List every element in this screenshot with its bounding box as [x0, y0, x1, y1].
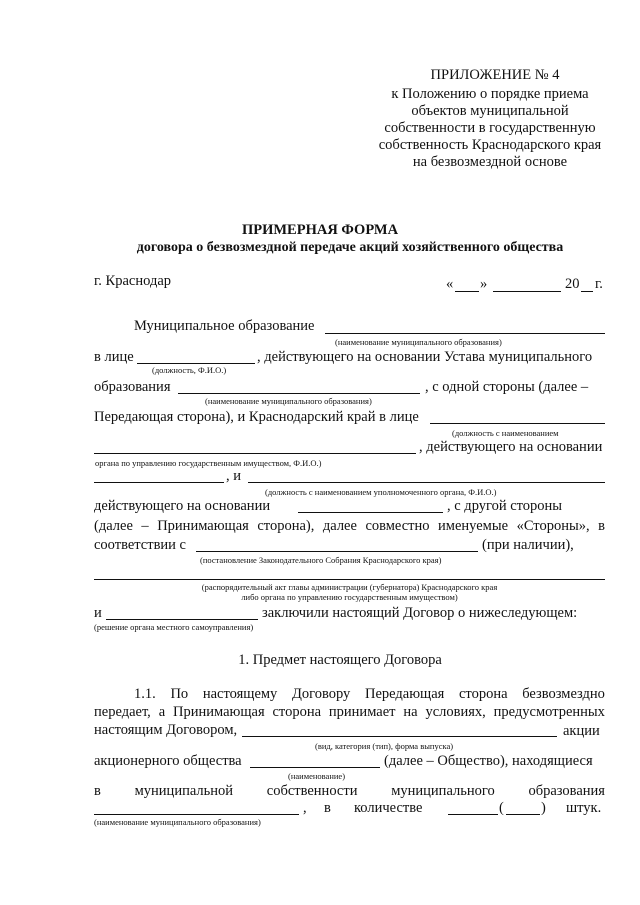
hint-position-with: (должность с наименованием: [452, 428, 559, 438]
blank-line: [137, 363, 255, 364]
blank-line: [248, 482, 605, 483]
blank-line: [448, 814, 498, 815]
date-day-blank: [455, 291, 479, 292]
text-jsc: акционерного общества: [94, 753, 242, 769]
text-receiving-party: (далее – Принимающая сторона), далее совместно именуемые «Стороны», в: [94, 518, 605, 534]
date-year-prefix: 20: [565, 276, 580, 292]
blank-line: [94, 579, 605, 580]
text-accordance: соответствии с: [94, 537, 186, 553]
text-acting-charter: , действующего на основании Устава муниципального: [257, 349, 593, 365]
text-and: , и: [226, 468, 242, 484]
blank-line: [106, 619, 258, 620]
appendix-line: к Положению о порядке приема: [391, 86, 589, 102]
hint-resolution: (постановление Законодательного Собрания Краснодарского края): [200, 555, 442, 565]
blank-line: [196, 551, 478, 552]
date-year-blank: [581, 291, 593, 292]
text-amount: количестве: [354, 800, 423, 816]
hint-municipality: (наименование муниципального образования): [94, 817, 261, 827]
blank-line: [94, 453, 416, 454]
text-and-short: и: [94, 605, 102, 621]
text-this-contract: настоящим Договором,: [94, 722, 238, 738]
text-if-any: (при наличии),: [482, 537, 574, 553]
hint-state-property-body: органа по управлению государственным имуществом, Ф.И.О.): [95, 458, 322, 468]
date-close-quote: »: [480, 276, 488, 292]
hint-local-decision: (решение органа местного самоуправления): [94, 622, 254, 632]
date-month-blank: [493, 291, 561, 292]
blank-line: [242, 736, 557, 737]
text-company: (далее – Общество), находящиеся: [384, 753, 593, 769]
text-pieces: штук.: [566, 800, 602, 816]
text-one-party: , с одной стороны (далее –: [425, 379, 589, 395]
hint-municipality: (наименование муниципального образования): [205, 396, 372, 406]
appendix-line: собственности в государственную: [384, 120, 596, 136]
blank-line: [250, 767, 380, 768]
appendix-line: собственность Краснодарского края: [378, 137, 602, 153]
document-page: ПРИЛОЖЕНИЕ № 4 к Положению о порядке приема объектов муниципальной собственности в государственную собственность Краснодарского края на безвозмездной основе ПРИМЕРНАЯ ФОРМА договора о безвозмездной передаче акций хозяйственного общества г. Краснодар « » 20 г. Муниципальное образование (наименование муниципального образования) в лице , действующего на основании Устава муниципального (должность, Ф.И.О.) образования , с одной стороны (далее – (наименование муниципального образования) Передающая сторона), и Краснодарский край в лице (должность с наименованием , действующего на основании органа по управлению государственным имуществом, Ф.И.О.) , и (должность с наименованием уполномоченного органа, Ф.И.О.) действующего на основании , с другой стороны (далее – Принимающая сторона), далее совместно именуемые «Стороны», в соответствии с (при наличии), (постановление Законодательного Собрания Краснодарского края) (распорядительный акт главы администрации (губернатора) Краснодарского края либо органа по управлению государственным имуществом) и заключили настоящий Договор о нижеследующем: (решение органа местного самоуправления) 1. Предмет настоящего Договора 1.1. По настоящему Договору Передающая сторона безвозмездно передает, а Принимающая сторона принимает на условиях, предусмотренных настоящим Договором, акции (вид, категория (тип), форма выпуска) акционерного общества (далее – Общество), находящиеся (наименование) в муниципальной собственности муниципального образования , в количестве ( ) штук. (наименование муниципального образования): [0, 0, 640, 905]
text-in: в: [324, 800, 331, 816]
text-shares: акции: [563, 723, 600, 739]
city: г. Краснодар: [94, 273, 172, 289]
text-acting-basis: , действующего на основании: [419, 439, 603, 455]
blank-line: [298, 512, 443, 513]
date-open-quote: «: [446, 276, 454, 292]
text-ownership: в муниципальной собственности муниципального образования: [94, 783, 605, 799]
blank-line: [94, 482, 224, 483]
text-other-party: , с другой стороны: [447, 498, 563, 514]
hint-name: (наименование): [288, 771, 346, 781]
appendix-line: объектов муниципальной: [411, 103, 569, 119]
blank-line: [325, 333, 605, 334]
date-year-suffix: г.: [595, 276, 603, 292]
blank-line: [178, 393, 420, 394]
form-subtitle: договора о безвозмездной передаче акций хозяйственного общества: [136, 240, 564, 255]
hint-act: либо органа по управлению государственным имуществом): [241, 592, 458, 602]
clause-1-1-line2: передает, а Принимающая сторона принимает на условиях, предусмотренных: [94, 704, 605, 720]
hint-act: (распорядительный акт главы администрации (губернатора) Краснодарского края: [201, 582, 498, 592]
appendix-title: ПРИЛОЖЕНИЕ № 4: [430, 67, 560, 83]
hint-position: (должность, Ф.И.О.): [152, 365, 227, 375]
hint-municipality: (наименование муниципального образования): [335, 337, 502, 347]
text-transferring: Передающая сторона), и Краснодарский край в лице: [94, 409, 419, 425]
text-formation: образования: [94, 379, 171, 395]
hint-share-type: (вид, категория (тип), форма выпуска): [315, 741, 454, 751]
blank-line: [506, 814, 540, 815]
municipality-label: Муниципальное образование: [134, 318, 315, 334]
form-title: ПРИМЕРНАЯ ФОРМА: [241, 222, 399, 238]
appendix-line: на безвозмездной основе: [412, 154, 568, 170]
clause-1-1: 1.1. По настоящему Договору Передающая сторона безвозмездно: [134, 686, 605, 702]
blank-line: [94, 814, 299, 815]
hint-authorized-body: (должность с наименованием уполномоченного органа, Ф.И.О.): [265, 487, 497, 497]
text-acting-basis2: действующего на основании: [94, 498, 271, 514]
text-concluded: заключили настоящий Договор о нижеследующем:: [262, 605, 578, 621]
text-in-person: в лице: [94, 349, 134, 365]
section-title: 1. Предмет настоящего Договора: [238, 652, 442, 668]
blank-line: [430, 423, 605, 424]
